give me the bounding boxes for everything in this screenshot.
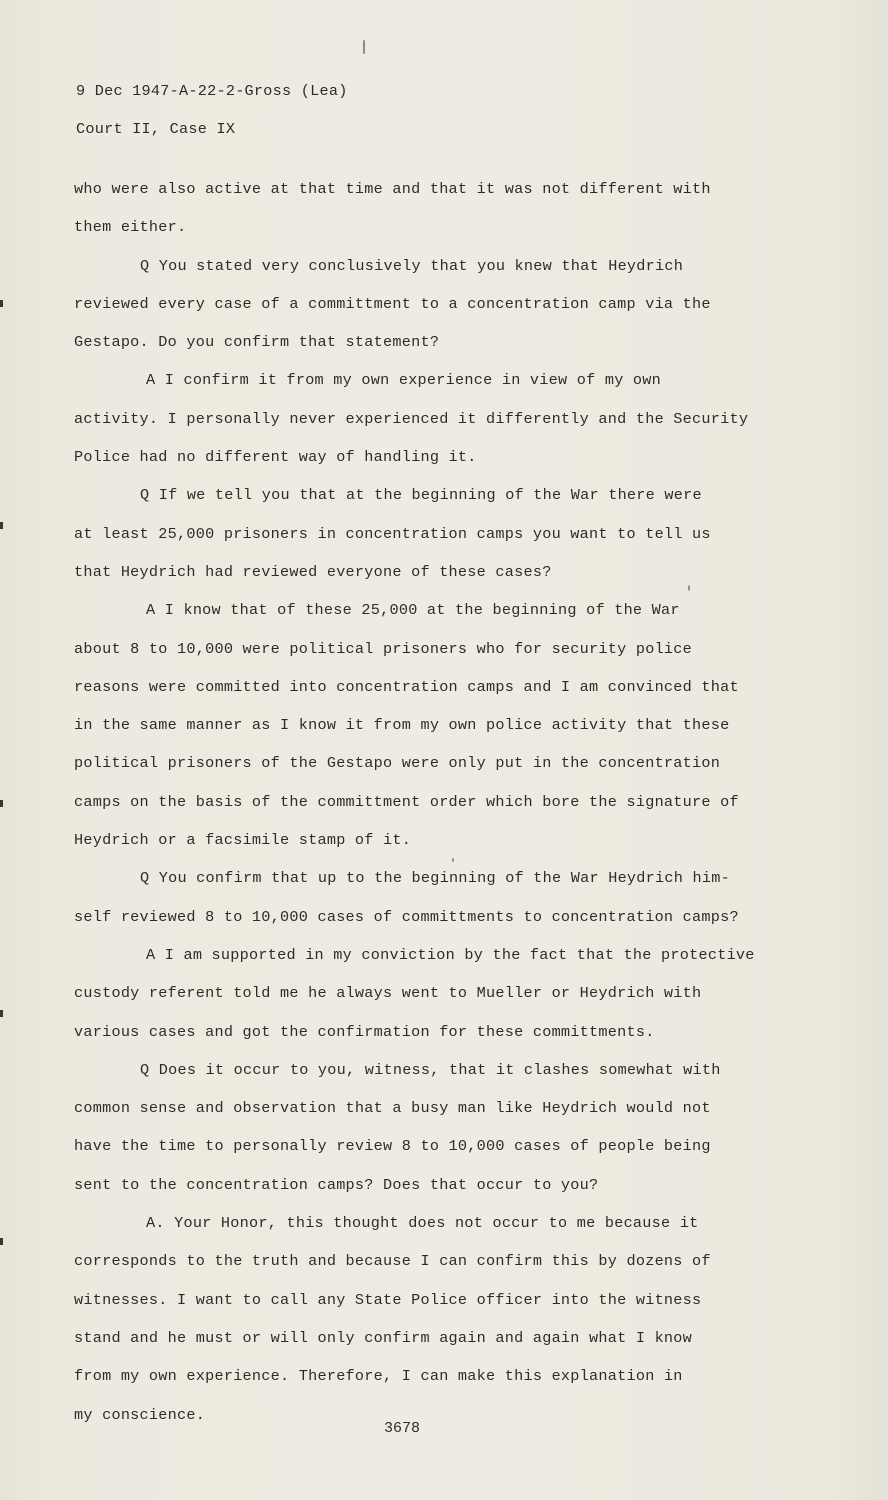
transcript-line: in the same manner as I know it from my own police activity that these — [74, 716, 730, 735]
page-number: 3678 — [384, 1420, 421, 1437]
question-line: Q If we tell you that at the beginning of the War there were — [140, 486, 702, 505]
paper-speck — [688, 585, 690, 591]
transcript-line: activity. I personally never experienced it differently and the Security — [74, 409, 749, 428]
transcript-line: corresponds to the truth and because I can confirm this by dozens of — [74, 1252, 711, 1271]
transcript-line: Police had no different way of handling it. — [74, 448, 477, 467]
question-line: Q Does it occur to you, witness, that it clashes somewhat with — [140, 1060, 721, 1079]
binding-hole-mark — [0, 1238, 3, 1245]
transcript-line: that Heydrich had reviewed everyone of these cases? — [74, 562, 552, 581]
transcript-line: at least 25,000 prisoners in concentration camps you want to tell us — [74, 524, 711, 543]
transcript-line: Heydrich or a facsimile stamp of it. — [74, 831, 412, 850]
transcript-line: from my own experience. Therefore, I can make this explanation in — [74, 1367, 683, 1386]
transcript-line: reasons were committed into concentration camps and I am convinced that — [74, 677, 739, 696]
transcript-line: sent to the concentration camps? Does that occur to you? — [74, 1175, 599, 1194]
answer-line: A. Your Honor, this thought does not occur to me because it — [146, 1214, 699, 1233]
transcript-line: various cases and got the confirmation for these committments. — [74, 1022, 655, 1041]
transcript-line: political prisoners of the Gestapo were only put in the concentration — [74, 754, 721, 773]
answer-line: A I am supported in my conviction by the fact that the protective — [146, 945, 755, 964]
binding-hole-mark — [0, 300, 3, 307]
transcript-line: Gestapo. Do you confirm that statement? — [74, 333, 440, 352]
transcript-line: them either. — [74, 218, 187, 237]
transcript-line: common sense and observation that a busy man like Heydrich would not — [74, 1099, 711, 1118]
question-line: Q You stated very conclusively that you knew that Heydrich — [140, 256, 684, 275]
answer-line: A I confirm it from my own experience in view of my own — [146, 371, 662, 390]
transcript-line: who were also active at that time and that it was not different with — [74, 180, 711, 198]
transcript-line: have the time to personally review 8 to 10,000 cases of people being — [74, 1137, 711, 1156]
answer-line: A I know that of these 25,000 at the beginning of the War — [146, 601, 680, 620]
transcript-line: self reviewed 8 to 10,000 cases of committments to concentration camps? — [74, 907, 739, 926]
transcript-line: custody referent told me he always went to Mueller or Heydrich with — [74, 984, 702, 1003]
transcript-body — [74, 170, 794, 1434]
question-line: Q You confirm that up to the beginning of the War Heydrich him- — [140, 869, 730, 888]
transcript-line: stand and he must or will only confirm again and again what I know — [74, 1328, 693, 1347]
header-date-reference: 9 Dec 1947-A-22-2-Gross (Lea) — [76, 82, 348, 100]
document-header — [76, 72, 348, 149]
binding-hole-mark — [0, 800, 3, 807]
binding-hole-mark — [0, 1010, 3, 1017]
header-court-case: Court II, Case IX — [76, 120, 236, 139]
transcript-line: about 8 to 10,000 were political prisoners who for security police — [74, 639, 693, 658]
paper-speck — [363, 40, 365, 54]
transcript-line: my conscience. — [74, 1405, 206, 1424]
paper-speck — [452, 858, 454, 862]
transcript-line: reviewed every case of a committment to a concentration camp via the — [74, 294, 711, 313]
binding-hole-mark — [0, 522, 3, 529]
transcript-line: camps on the basis of the committment order which bore the signature of — [74, 792, 739, 811]
transcript-line: witnesses. I want to call any State Police officer into the witness — [74, 1290, 702, 1309]
